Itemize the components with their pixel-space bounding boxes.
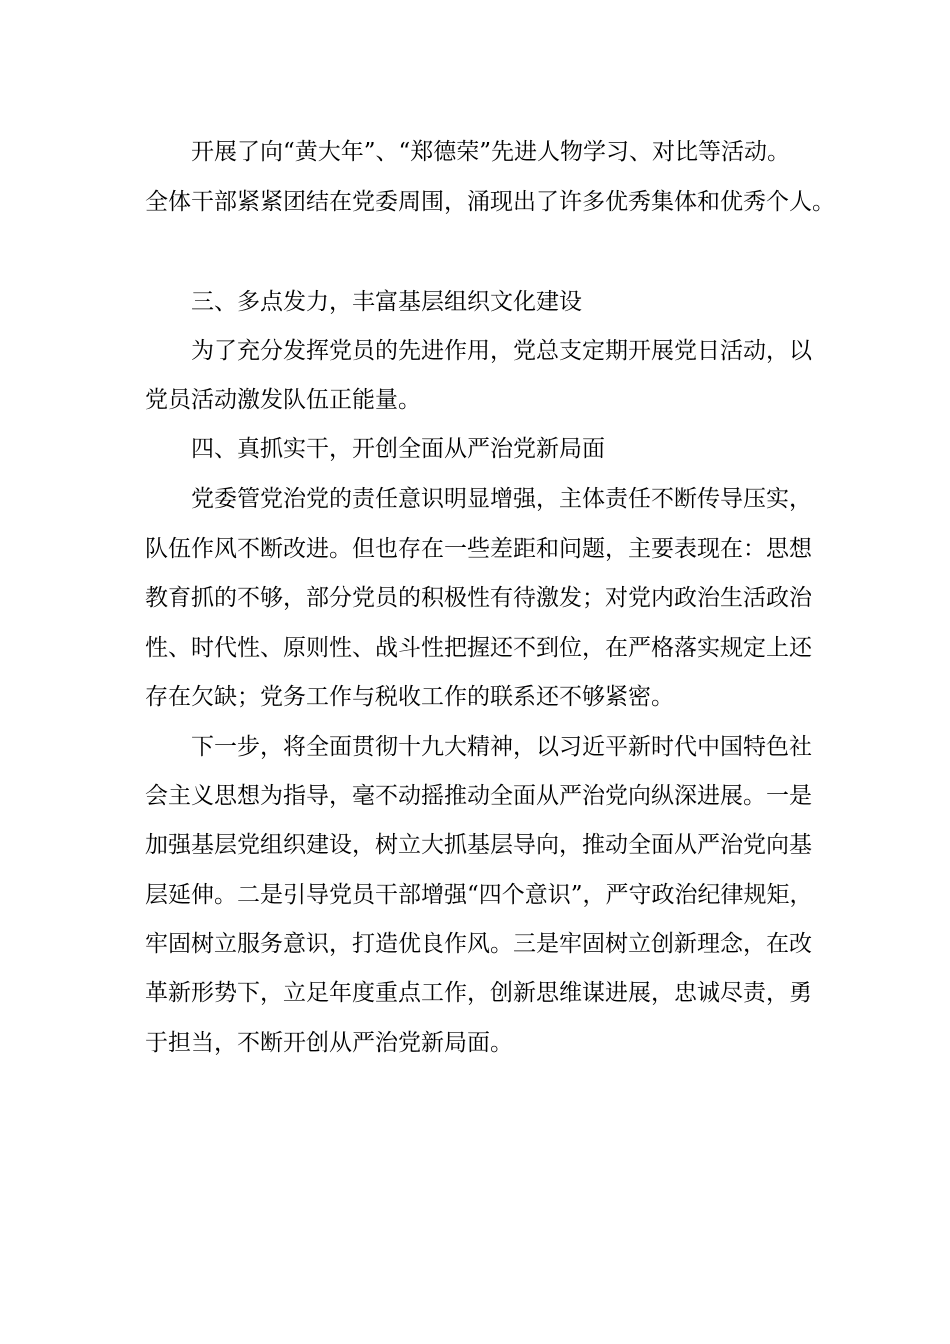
section-heading-4: 四、真抓实干，开创全面从严治党新局面 [191, 436, 605, 462]
paragraph-4-line-3: 加强基层党组织建设，树立大抓基层导向，推动全面从严治党向基 [145, 832, 812, 858]
paragraph-3-line-4: 性、时代性、原则性、战斗性把握还不到位，在严格落实规定上还 [145, 635, 812, 661]
paragraph-2-line-1: 为了充分发挥党员的先进作用，党总支定期开展党日活动，以 [191, 338, 812, 364]
paragraph-4-line-1: 下一步，将全面贯彻十九大精神，以习近平新时代中国特色社 [191, 734, 812, 760]
paragraph-4-line-5: 牢固树立服务意识，打造优良作风。三是牢固树立创新理念，在改 [145, 931, 812, 957]
paragraph-2-line-2: 党员活动激发队伍正能量。 [145, 387, 421, 413]
paragraph-3-line-3: 教育抓的不够，部分党员的积极性有待激发；对党内政治生活政治 [145, 585, 812, 611]
paragraph-1-line-2: 全体干部紧紧团结在党委周围，涌现出了许多优秀集体和优秀个人。 [145, 189, 835, 215]
paragraph-4-line-4: 层延伸。二是引导党员干部增强“四个意识”，严守政治纪律规矩， [145, 882, 813, 908]
paragraph-4-line-7: 于担当，不断开创从严治党新局面。 [145, 1030, 513, 1056]
paragraph-3-line-5: 存在欠缺；党务工作与税收工作的联系还不够紧密。 [145, 684, 674, 710]
paragraph-4-line-2: 会主义思想为指导，毫不动摇推动全面从严治党向纵深进展。一是 [145, 783, 812, 809]
paragraph-3-line-1: 党委管党治党的责任意识明显增强，主体责任不断传导压实， [191, 486, 812, 512]
section-heading-3: 三、多点发力，丰富基层组织文化建设 [191, 289, 582, 315]
paragraph-4-line-6: 革新形势下，立足年度重点工作，创新思维谋进展，忠诚尽责，勇 [145, 980, 812, 1006]
paragraph-3-line-2: 队伍作风不断改进。但也存在一些差距和问题，主要表现在：思想 [145, 536, 812, 562]
paragraph-1-line-1: 开展了向“黄大年”、“郑德荣”先进人物学习、对比等活动。 [191, 139, 791, 165]
